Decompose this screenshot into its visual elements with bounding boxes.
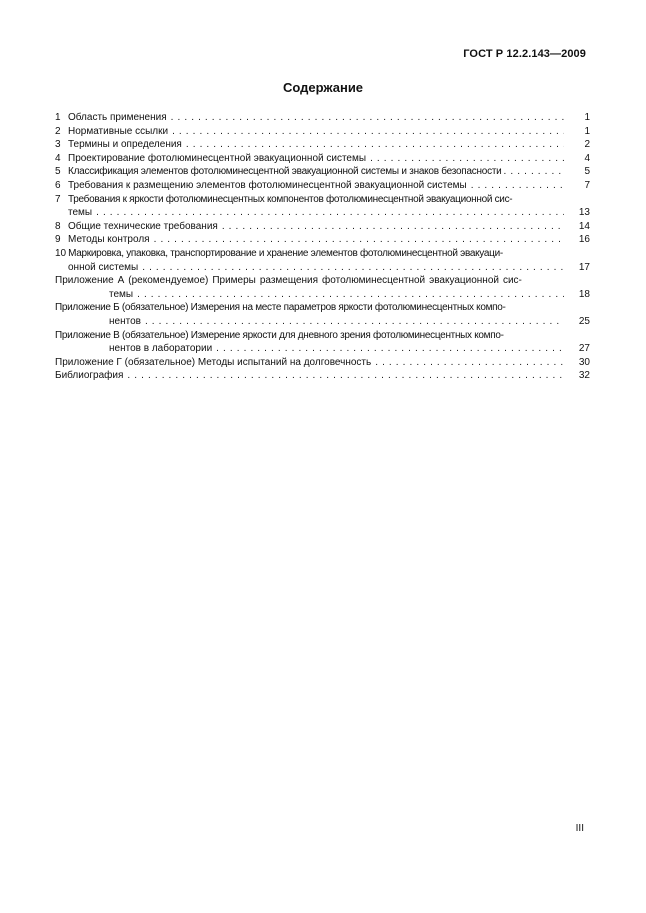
toc-entry-page: 18 bbox=[578, 288, 590, 300]
toc-entry-title: Проектирование фотолюминесцентной эвакуационной системы bbox=[68, 152, 367, 164]
toc-entry-title-continued: нентов в лаборатории bbox=[109, 343, 213, 355]
dot-leader bbox=[186, 138, 564, 152]
toc-entry-page: 1 bbox=[584, 112, 590, 123]
dot-leader bbox=[375, 356, 564, 370]
toc-entry-number: 9 bbox=[55, 234, 61, 246]
toc-entry-title-continued: онной системы bbox=[68, 261, 139, 273]
toc-entry[interactable] bbox=[55, 193, 590, 220]
toc-entry[interactable] bbox=[55, 220, 590, 234]
toc-entry[interactable] bbox=[55, 165, 590, 179]
toc-entry-number: 3 bbox=[55, 139, 61, 151]
page-title: Содержание bbox=[282, 80, 364, 95]
dot-leader bbox=[171, 111, 564, 125]
toc-entry-appendix[interactable] bbox=[55, 274, 590, 301]
dot-leader bbox=[127, 369, 564, 383]
toc-entry-page: 17 bbox=[578, 261, 590, 273]
dot-leader bbox=[96, 206, 564, 220]
toc-entry-title: Методы контроля bbox=[68, 234, 150, 246]
dot-leader bbox=[222, 220, 564, 234]
toc-entry-title: Нормативные ссылки bbox=[68, 125, 169, 137]
toc-entry-appendix[interactable] bbox=[55, 356, 590, 370]
toc-entry-title: Требования к размещению элементов фотолюминесцентной эвакуационной системы bbox=[68, 179, 467, 191]
toc-entry-appendix[interactable] bbox=[55, 301, 590, 328]
toc-entry-number: 4 bbox=[55, 152, 61, 164]
toc-entry-number: 10 bbox=[55, 247, 67, 259]
toc-entry-title-continued: нентов bbox=[109, 315, 141, 327]
dot-leader bbox=[137, 288, 564, 302]
toc-entry-title: Общие технические требования bbox=[68, 220, 218, 232]
toc-entry-title-continued: темы bbox=[109, 288, 134, 300]
toc-entry-page: 4 bbox=[584, 152, 590, 164]
toc-entry-page: 7 bbox=[584, 179, 590, 191]
toc-entry-number: 1 bbox=[55, 112, 61, 123]
toc-entry-title: Приложение Б (обязательное) Измерения на месте параметров яркости фотолюминесцентных компо- bbox=[55, 302, 506, 314]
document-header: ГОСТ Р 12.2.143—2009 bbox=[463, 48, 586, 60]
dot-leader bbox=[154, 233, 564, 247]
toc-entry-appendix[interactable] bbox=[55, 329, 590, 356]
dot-leader bbox=[145, 315, 564, 329]
toc-entry-title: Классификация элементов фотолюминесцентной эвакуационной системы и знаков безопасности bbox=[68, 166, 502, 178]
toc-entry-page: 25 bbox=[578, 315, 590, 327]
toc-entry-page: 13 bbox=[578, 207, 590, 219]
toc-entry-bibliography[interactable] bbox=[55, 369, 590, 383]
toc-entry-title: Приложение Г (обязательное) Методы испытаний на долговечность bbox=[55, 356, 372, 368]
toc-entry-page: 16 bbox=[578, 234, 590, 246]
toc-entry-number: 5 bbox=[55, 166, 61, 178]
toc-entry-page: 2 bbox=[584, 139, 590, 151]
toc-entry-title: Область применения bbox=[68, 112, 167, 123]
toc-entry[interactable] bbox=[55, 233, 590, 247]
toc-entry-title: Библиография bbox=[55, 370, 124, 382]
toc-entry-page: 14 bbox=[578, 220, 590, 232]
toc-entry-title-continued: темы bbox=[68, 207, 93, 219]
dot-leader bbox=[370, 152, 564, 166]
toc-entry-number: 2 bbox=[55, 125, 61, 137]
toc-entry-title: Приложение А (рекомендуемое) Примеры размещения фотолюминесцентной эвакуационной сис- bbox=[55, 275, 522, 287]
dot-leader bbox=[504, 165, 566, 179]
toc-entry[interactable] bbox=[55, 152, 590, 166]
table-of-contents bbox=[55, 111, 590, 383]
page-number: III bbox=[575, 823, 584, 834]
toc-entry-page: 32 bbox=[578, 370, 590, 382]
toc-entry[interactable] bbox=[55, 138, 590, 152]
toc-entry-number: 8 bbox=[55, 220, 61, 232]
toc-entry-page: 30 bbox=[578, 356, 590, 368]
toc-entry-number: 7 bbox=[55, 193, 61, 205]
toc-entry-title: Требования к яркости фотолюминесцентных компонентов фотолюминесцентной эвакуационной сис- bbox=[68, 193, 513, 205]
toc-entry[interactable] bbox=[55, 247, 590, 274]
toc-entry[interactable] bbox=[55, 125, 590, 139]
toc-entry-page: 5 bbox=[584, 166, 590, 178]
toc-entry-page: 27 bbox=[578, 343, 590, 355]
toc-entry[interactable] bbox=[55, 179, 590, 193]
dot-leader bbox=[172, 125, 564, 139]
toc-entry-number: 6 bbox=[55, 179, 61, 191]
toc-entry[interactable] bbox=[55, 111, 590, 125]
toc-entry-page: 1 bbox=[584, 125, 590, 137]
toc-entry-title: Маркировка, упаковка, транспортирование и хранение элементов фотолюминесцентной эвакуаци- bbox=[68, 247, 503, 259]
toc-entry-title: Термины и определения bbox=[68, 139, 182, 151]
toc-entry-title: Приложение В (обязательное) Измерение яркости для дневного зрения фотолюминесцентных компо- bbox=[55, 329, 504, 341]
dot-leader bbox=[471, 179, 564, 193]
dot-leader bbox=[216, 342, 564, 356]
dot-leader bbox=[142, 261, 564, 275]
